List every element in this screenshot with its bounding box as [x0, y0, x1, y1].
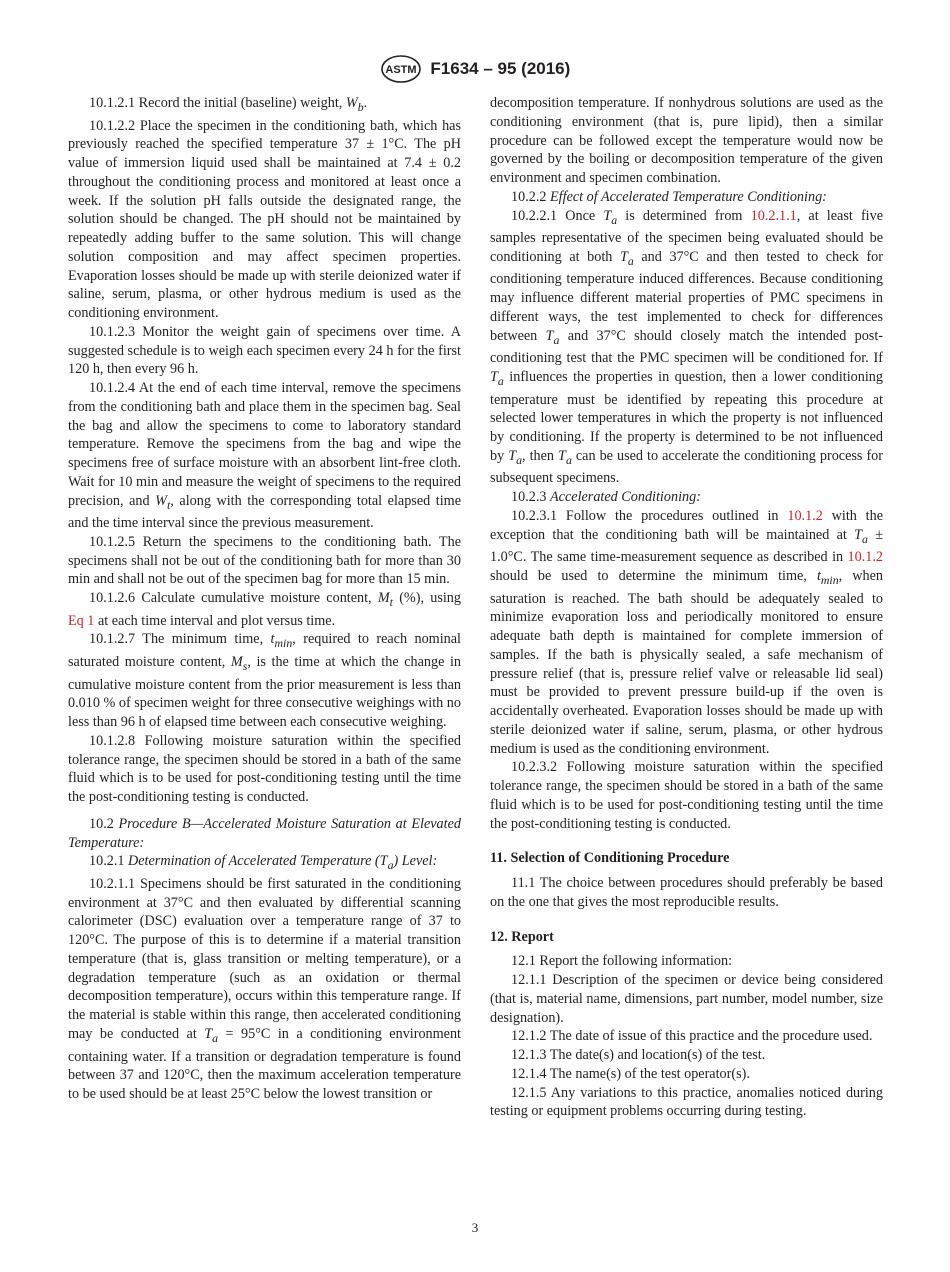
para-12-1-3: 12.1.3 The date(s) and location(s) of the test. [511, 1047, 766, 1064]
para-10-2-2: 10.2.2 Effect of Accelerated Temperature Conditioning: [511, 188, 827, 205]
para-continued: decomposition temperature. If nonhydrous solutions are used as the conditioning environment (that is, pure lipid), then a similar procedure can be followed except the temperature would now be governed by the boiling or decomposition temperature of the given environment and specimen combination. [490, 95, 883, 186]
para-10-2-3-1: 10.2.3.1 Follow the procedures outlined in 10.1.2 with the exception that the conditioning bath will be maintained at $T_a \pm 1.0^\circ C$. The same time-measurement sequence as described in 10.1.2 should be used to determine the minimum time, $t_{min}$, when saturation is reached. The bath should be adequately sealed to minimize evaporation loss and periodically monitored to ensure adequate bath depth is maintained for complete immersion of samples. If the bath is physically sealed, a safe mechanism of pressure relief (that is, pressure relief valve or releasable lid seal) must be provided to prevent pressure build-up if the oven is accidentally overheated. Evaporation losses should be made up with sterile deionized water if saline, serum, plasma, or other hydrous medium is used as the conditioning environment. [490, 507, 884, 757]
para-10-2: 10.2 Procedure B—Accelerated Moisture Saturation at Elevated Temperature: [68, 815, 461, 851]
section-link-10-2-1-1[interactable]: 10.2.1.1 [750, 207, 797, 224]
para-10-1-2-1: 10.1.2.1 Record the initial (baseline) weight, $W_b$. [89, 95, 368, 114]
para-10-2-1: 10.2.1 Determination of Accelerated Temperature $(T_a)$ Level: [89, 853, 438, 873]
section-heading-11: 11. Selection of Conditioning Procedure [490, 850, 730, 867]
section-link-10-1-2[interactable]: 10.1.2 [787, 507, 823, 524]
para-10-1-2-3: 10.1.2.3 Monitor the weight gain of specimens over time. A suggested schedule is to weigh each specimen every 24 h for the first 120 h, then every 96 h. [68, 323, 461, 378]
para-10-2-3: 10.2.3 Accelerated Conditioning: [511, 489, 701, 506]
standard-designation: F1634 – 95 (2016) [430, 59, 571, 78]
astm-logo-icon [380, 54, 422, 84]
para-12-1-1: 12.1.1 Description of the specimen or device being considered (that is, material name, dimensions, part number, model number, size designation). [490, 972, 883, 1026]
section-link-10-1-2-second[interactable]: 10.1.2 [847, 549, 883, 566]
para-10-1-2-8: 10.1.2.8 Following moisture saturation within the specified tolerance range, the specimen should be stored in a bath of the same fluid which is to be used for post-conditioning testing until the time the post-conditioning testing is conducted. [68, 732, 461, 806]
para-12-1-4: 12.1.4 The name(s) of the test operator(s). [511, 1065, 750, 1082]
para-10-1-2-7: 10.1.2.7 The minimum time, $t_{min}$, required to reach nominal saturated moisture content, $M_s$, is the time at which the change in cumulative moisture content from the prior measurement is less than 0.010 % of specimen weight for three consecutive weighings with no less than 96 h of elapsed time between each consecutive weighing. [68, 631, 461, 731]
para-12-1-2: 12.1.2 The date of issue of this practice and the procedure used. [511, 1028, 873, 1045]
para-10-1-2-6: 10.1.2.6 Calculate cumulative moisture content, $M_t$ (%), using Eq 1 at each time interval and plot versus time. [68, 590, 461, 629]
eq1-link[interactable]: Eq 1 [68, 612, 95, 629]
para-10-1-2-4: 10.1.2.4 At the end of each time interval, remove the specimens from the conditioning bath and place them in the specimen bag. Seal the bag and allow the specimens to come to laboratory standard temperature. Remove the specimens from the bag and wipe the specimens free of surface moisture with an absorbent lint-free cloth. Wait for 10 min and measure the weight of specimens to the required precision, and $W_t$, along with the corresponding total elapsed time and the time interval since the previous measurement. [68, 380, 461, 532]
para-10-1-2-5: 10.1.2.5 Return the specimens to the conditioning bath. The specimens shall not be out of the conditioning bath for more than 30 min and shall not be out of the specimen bag for more than 15 min. [68, 533, 461, 588]
para-10-2-2-1: 10.2.2.1 Once $T_a$ is determined from 10.2.1.1, at least five samples representative of the specimen being evaluated should be conditioning at both $T_a$ and 37°C and then tested to check for conditioning temperature induced differences. Because conditioning may influence different material properties of PMC specimens in different ways, the test implemented to check for differences between $T_a$ and 37°C should closely match the intended post-conditioning test that the PMC specimen will be conditioned for. If $T_a$ influences the properties in question, then a lower conditioning temperature must be identified by repeating this procedure at selected lower temperatures in which the property is not influenced by conditioning. If the property is determined to be not influenced by $T_a$, then $T_a$ can be used to accelerate the conditioning process for subsequent specimens. [490, 207, 884, 487]
para-11-1: 11.1 The choice between procedures should preferably be based on the one that gives the most reproducible results. [490, 875, 883, 910]
page-header [0, 54, 950, 84]
para-10-2-3-2: 10.2.3.2 Following moisture saturation within the specified tolerance range, the specimen should be stored in a bath of the same fluid which is to be used for post-conditioning testing until the time the post-conditioning testing is conducted. [490, 759, 883, 832]
para-12-1: 12.1 Report the following information: [511, 953, 733, 970]
page-number: 3 [471, 1220, 479, 1235]
para-10-2-1-1: 10.2.1.1 Specimens should be first saturated in the conditioning environment at 37°C and then evaluated by differential scanning calorimeter (DSC) evaluation over a temperature range of 37 to 120°C. The purpose of this is to determine if a material transition temperature (that is, glass transition or melting temperature), or a degradation temperature (such as an oxidation or thermal decomposition temperature), occurs within this temperature range. If the material is stable within this range, then accelerated conditioning may be conducted at $T_a = 95^\circ C$ in a conditioning environment containing water. If a transition or degradation temperature is found between 37 and 120°C, then the maximum acceleration temperature to be used should be at least 25°C below the lowest transition or [68, 875, 462, 1103]
left-column [68, 94, 461, 1104]
para-12-1-5: 12.1.5 Any variations to this practice, anomalies noticed during testing or equipment problems occurring during testing. [490, 1084, 883, 1120]
para-10-1-2-2: 10.1.2.2 Place the specimen in the conditioning bath, which has previously reached the specified temperature 37 ± 1°C. The pH value of immersion liquid used shall be maintained at 7.4 ± 0.2 throughout the conditioning process and monitored at least once a week. If the solution pH falls outside the designated range, the solution should be changed. The pH should not be maintained by repeatedly adding buffer to the same solution. This will change solution composition and may affect specimen properties. Evaporation losses should be made up with sterile deionized water if saline, serum, plasma, or other hydrous medium is used as the conditioning environment. [68, 117, 461, 322]
section-heading-12: 12. Report [490, 928, 554, 945]
right-column [490, 94, 883, 1121]
logo-text: ASTM [385, 64, 417, 76]
